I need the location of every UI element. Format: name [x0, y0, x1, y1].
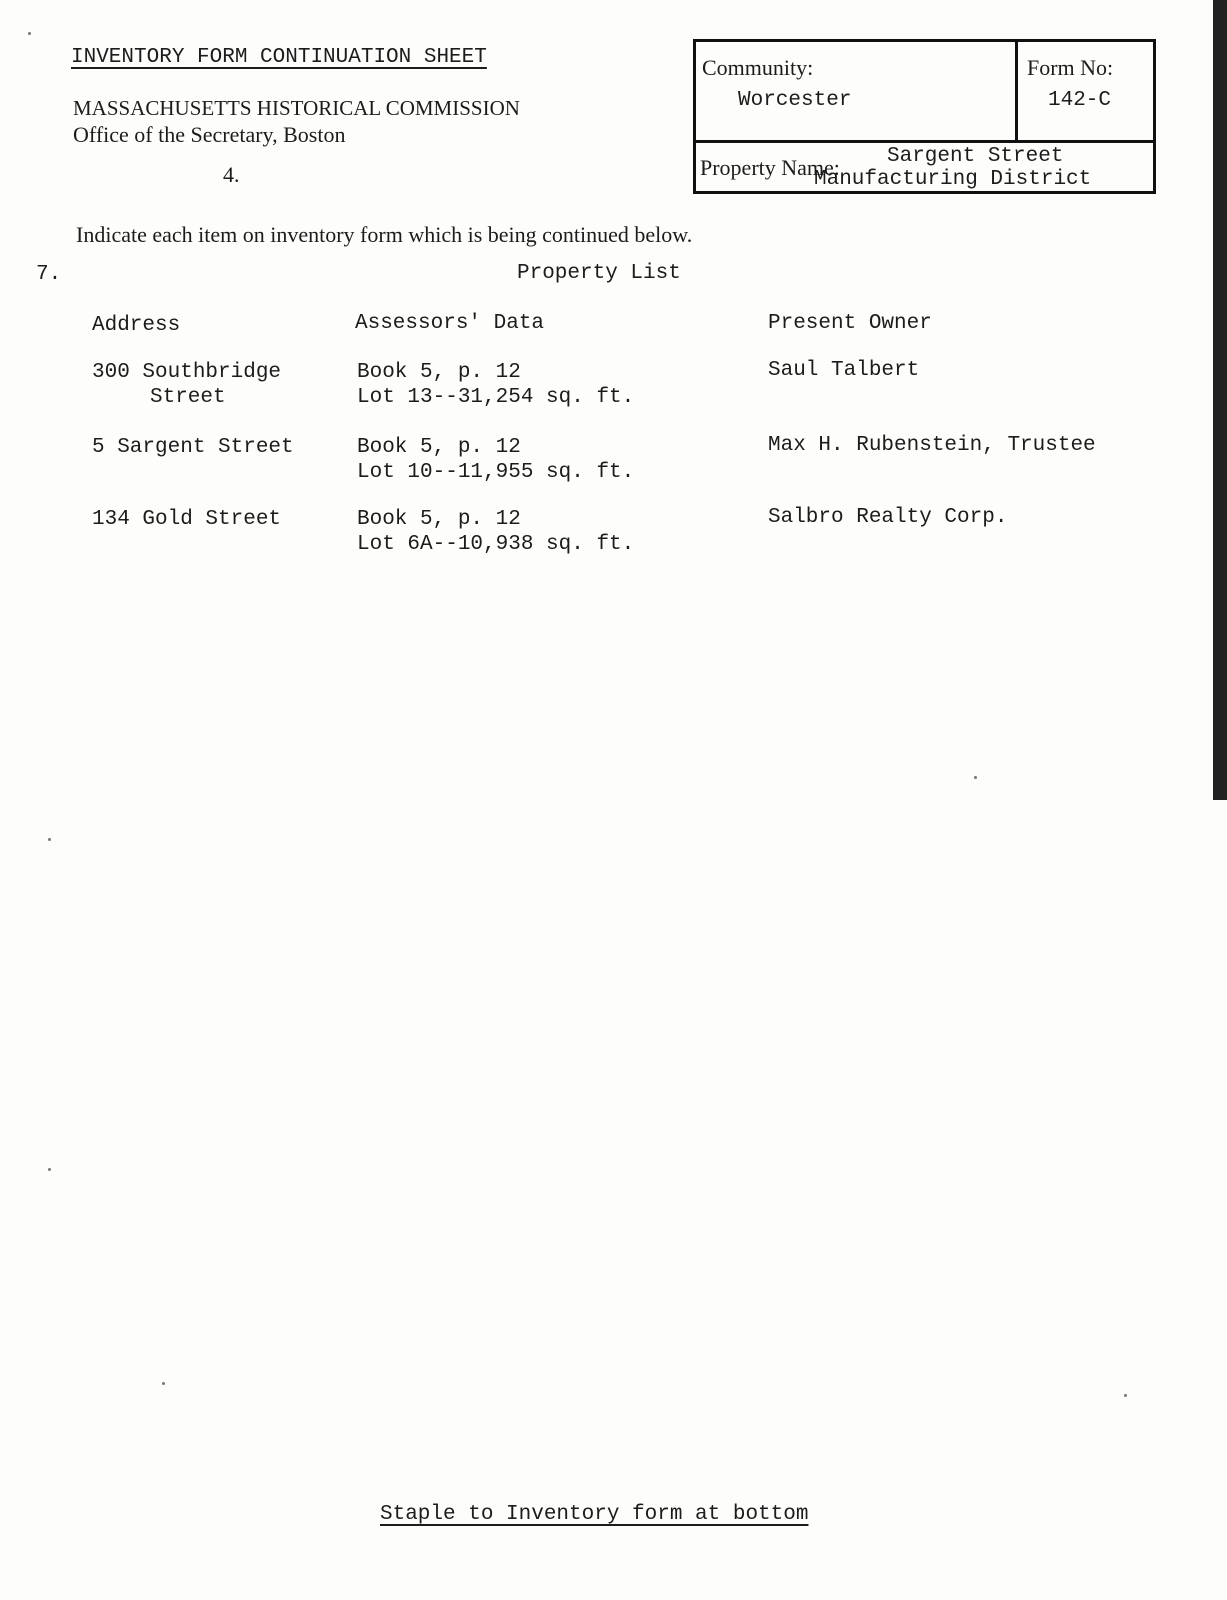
item-number: 7. [36, 263, 62, 286]
header-info-box [693, 39, 1156, 194]
property-name-line2: Manufacturing District [814, 168, 1092, 191]
scan-speck [162, 1382, 165, 1385]
property-name-line1: Sargent Street [887, 145, 1064, 168]
row-assessors-line2: Lot 13--31,254 sq. ft. [357, 386, 635, 409]
row-assessors-line2: Lot 10--11,955 sq. ft. [357, 461, 635, 484]
scan-speck [48, 838, 51, 841]
row-address-line2: Street [150, 386, 226, 409]
row-assessors-line1: Book 5, p. 12 [357, 361, 521, 384]
form-no-value: 142-C [1048, 89, 1112, 112]
column-header-owner: Present Owner [768, 312, 932, 335]
agency-name: MASSACHUSETTS HISTORICAL COMMISSION [73, 96, 520, 120]
office-name: Office of the Secretary, Boston [73, 122, 346, 147]
property-list-title: Property List [517, 262, 681, 285]
footer-instruction: Staple to Inventory form at bottom [380, 1503, 809, 1526]
scan-speck [48, 1168, 51, 1171]
row-address-line1: 134 Gold Street [92, 508, 282, 531]
page-number: 4. [223, 162, 240, 187]
row-owner: Salbro Realty Corp. [768, 506, 1008, 529]
scan-speck [1124, 1394, 1127, 1397]
form-no-label: Form No: [1027, 55, 1114, 80]
scan-edge-shadow [1213, 0, 1227, 800]
scan-speck [28, 32, 31, 35]
property-name-label: Property Name: [700, 155, 840, 180]
community-value: Worcester [738, 89, 852, 112]
row-address-line1: 5 Sargent Street [92, 436, 294, 459]
scan-speck [974, 776, 977, 779]
community-label: Community: [702, 55, 814, 80]
row-owner: Saul Talbert [768, 359, 920, 382]
column-header-address: Address [92, 314, 181, 337]
row-owner: Max H. Rubenstein, Trustee [768, 434, 1096, 457]
column-header-assessors: Assessors' Data [355, 312, 545, 335]
box-divider-vertical [1015, 42, 1018, 140]
row-assessors-line1: Book 5, p. 12 [357, 508, 521, 531]
box-divider-horizontal [696, 140, 1153, 143]
row-assessors-line2: Lot 6A--10,938 sq. ft. [357, 533, 635, 556]
row-address-line1: 300 Southbridge [92, 361, 282, 384]
form-title: INVENTORY FORM CONTINUATION SHEET [71, 46, 487, 69]
row-assessors-line1: Book 5, p. 12 [357, 436, 521, 459]
instruction-text: Indicate each item on inventory form which is being continued below. [76, 222, 693, 247]
